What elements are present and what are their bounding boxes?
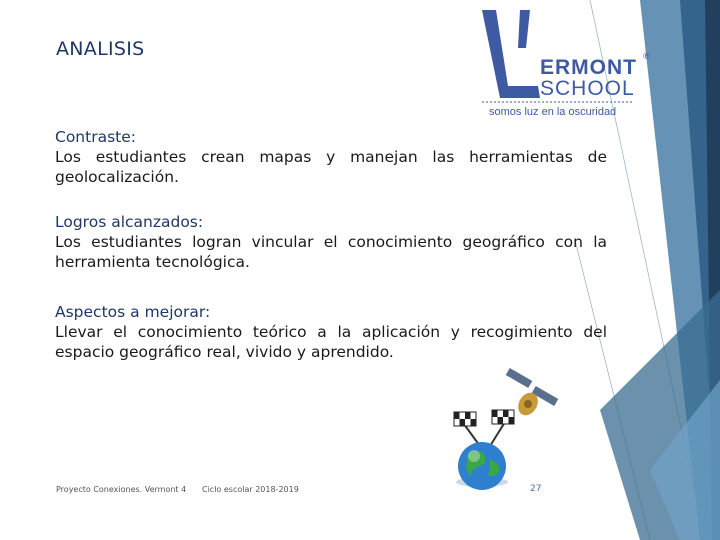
logo-tagline: somos luz en la oscuridad: [489, 106, 617, 118]
footer-project-name: Proyecto Conexiones. Vermont 4: [56, 485, 187, 494]
logo-registered-mark: ®: [642, 52, 651, 62]
section-heading: Contraste:: [55, 128, 136, 146]
section-body: Llevar el conocimiento teórico a la aplicación y recogimiento del espacio geográfico real, vivido y aprendido.: [55, 323, 607, 361]
checkered-flags-icon: [454, 410, 514, 446]
section-heading: Aspectos a mejorar:: [55, 303, 211, 321]
section-body: Los estudiantes logran vincular el conocimiento geográfico con la herramienta tecnológica.: [55, 233, 607, 271]
section-heading: Logros alcanzados:: [55, 213, 204, 231]
section-aspectos: [55, 302, 607, 362]
section-contraste: [55, 127, 607, 187]
geography-clipart: [440, 368, 570, 498]
logo-text-school: SCHOOL: [540, 77, 635, 100]
slide-title: ANALISIS: [56, 38, 145, 60]
globe-icon: [456, 442, 508, 490]
page-number: 27: [530, 484, 542, 494]
footer-school-year: Ciclo escolar 2018-2019: [202, 485, 299, 494]
logo-text-ermont: ERMONT: [540, 56, 637, 79]
section-body: Los estudiantes crean mapas y manejan las herramientas de geolocalización.: [55, 148, 607, 186]
section-logros: [55, 212, 607, 272]
